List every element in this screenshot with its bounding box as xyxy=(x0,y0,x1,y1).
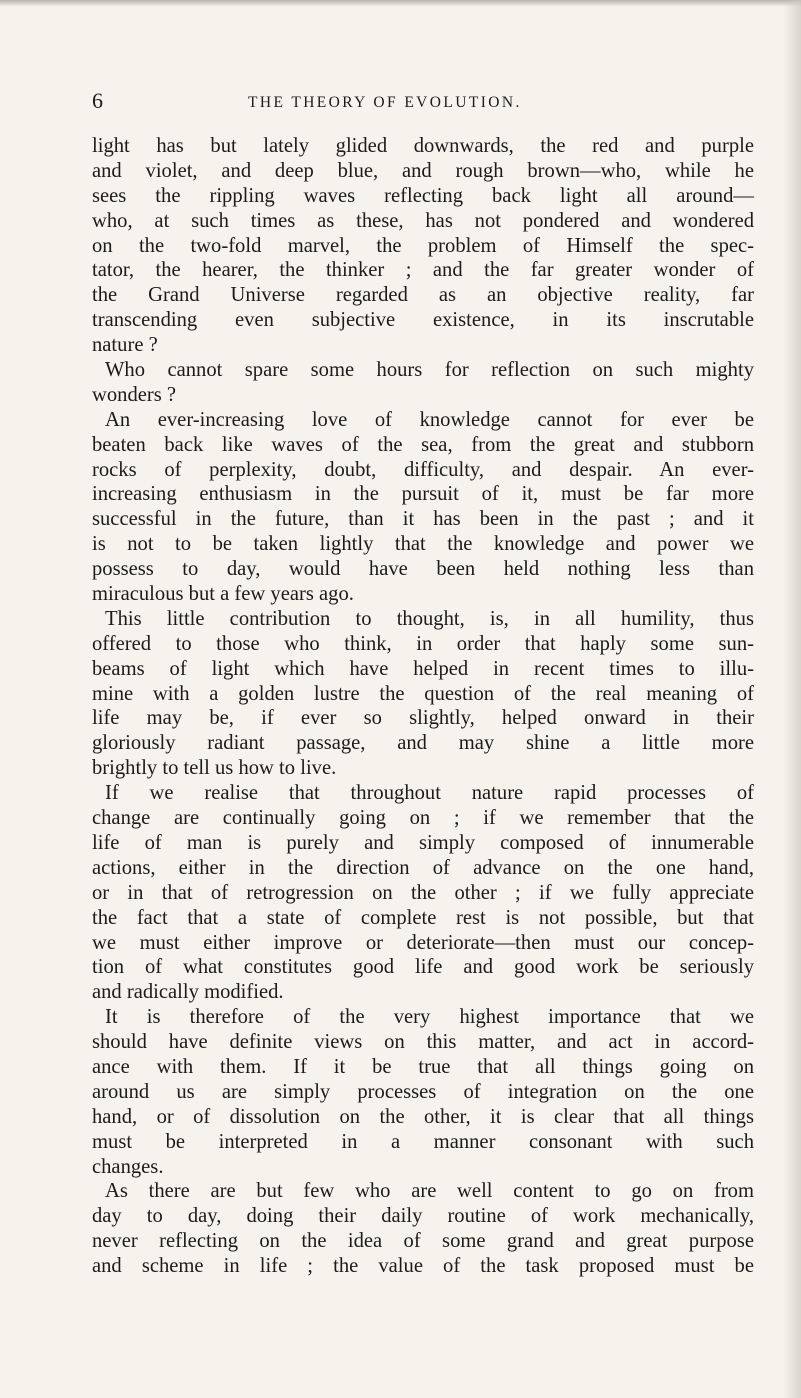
body-text xyxy=(92,134,754,1279)
text-line: As there are but few who are well content to go on from xyxy=(105,1180,754,1203)
page-number: 6 xyxy=(92,88,103,113)
text-line: never reflecting on the idea of some grand and great purpose xyxy=(92,1230,754,1253)
text-line: possess to day, would have been held nothing less than xyxy=(92,558,754,581)
text-line: who, at such times as these, has not pondered and wondered xyxy=(92,209,754,232)
text-line: should have definite views on this matter, and act in accord- xyxy=(92,1031,754,1054)
text-line: If we realise that throughout nature rapid processes of xyxy=(105,782,754,805)
text-line: around us are simply processes of integration on the one xyxy=(92,1080,754,1103)
running-title: THE THEORY OF EVOLUTION. xyxy=(248,94,522,111)
text-line: ance with them. If it be true that all things going on xyxy=(92,1055,754,1078)
text-line: beams of light which have helped in recent times to illu- xyxy=(92,657,754,680)
text-line: rocks of perplexity, doubt, difficulty, and despair. An ever- xyxy=(92,458,754,481)
text-line: An ever-increasing love of knowledge cannot for ever be xyxy=(105,408,754,431)
text-line: nature ? xyxy=(92,334,158,357)
text-line: change are continually going on ; if we remember that the xyxy=(92,807,754,830)
text-line: transcending even subjective existence, in its inscrutable xyxy=(92,309,754,332)
text-line: life of man is purely and simply composed of innumerable xyxy=(92,831,754,854)
text-line: actions, either in the direction of advance on the one hand, xyxy=(92,856,754,879)
right-page-edge xyxy=(783,0,801,1398)
text-line: light has but lately glided downwards, the red and purple xyxy=(92,135,754,157)
text-line: increasing enthusiasm in the pursuit of it, must be far more xyxy=(92,483,754,506)
text-line: the Grand Universe regarded as an objective reality, far xyxy=(92,284,754,307)
text-line: mine with a golden lustre the question of the real meaning of xyxy=(92,682,754,705)
text-line: tion of what constitutes good life and good work be seriously xyxy=(92,956,754,979)
text-line: tator, the hearer, the thinker ; and the far greater wonder of xyxy=(92,259,754,282)
text-line: changes. xyxy=(92,1155,164,1178)
text-line: beaten back like waves of the sea, from the great and stubborn xyxy=(92,433,754,456)
text-line: or in that of retrogression on the other ; if we fully appreciate xyxy=(92,881,754,904)
text-line: is not to be taken lightly that the knowledge and power we xyxy=(92,533,754,556)
text-line: and radically modified. xyxy=(92,981,284,1004)
top-page-edge xyxy=(0,0,801,6)
text-line: brightly to tell us how to live. xyxy=(92,757,337,780)
text-line: the fact that a state of complete rest is not possible, but that xyxy=(92,906,754,929)
text-line: and scheme in life ; the value of the task proposed must be xyxy=(92,1255,754,1278)
text-line: day to day, doing their daily routine of work mechanically, xyxy=(92,1205,754,1228)
text-line: It is therefore of the very highest importance that we xyxy=(105,1006,754,1029)
running-head xyxy=(92,86,752,122)
text-line: hand, or of dissolution on the other, it is clear that all things xyxy=(92,1105,754,1128)
text-line: Who cannot spare some hours for reflection on such mighty xyxy=(105,359,754,382)
text-line: we must either improve or deteriorate—then must our concep- xyxy=(92,931,754,954)
text-line: sees the rippling waves reflecting back light all around— xyxy=(92,184,754,207)
text-line: This little contribution to thought, is, in all humility, thus xyxy=(105,607,754,630)
text-line: offered to those who think, in order that haply some sun- xyxy=(92,632,754,655)
text-line: on the two-fold marvel, the problem of Himself the spec- xyxy=(92,234,754,257)
text-line: and violet, and deep blue, and rough brown—who, while he xyxy=(92,159,754,182)
text-line: must be interpreted in a manner consonant with such xyxy=(92,1130,754,1153)
text-line: miraculous but a few years ago. xyxy=(92,583,354,606)
text-line: life may be, if ever so slightly, helped onward in their xyxy=(92,707,754,730)
text-line: gloriously radiant passage, and may shine a little more xyxy=(92,732,754,755)
text-line: wonders ? xyxy=(92,383,177,406)
text-line: successful in the future, than it has been in the past ; and it xyxy=(92,508,754,531)
